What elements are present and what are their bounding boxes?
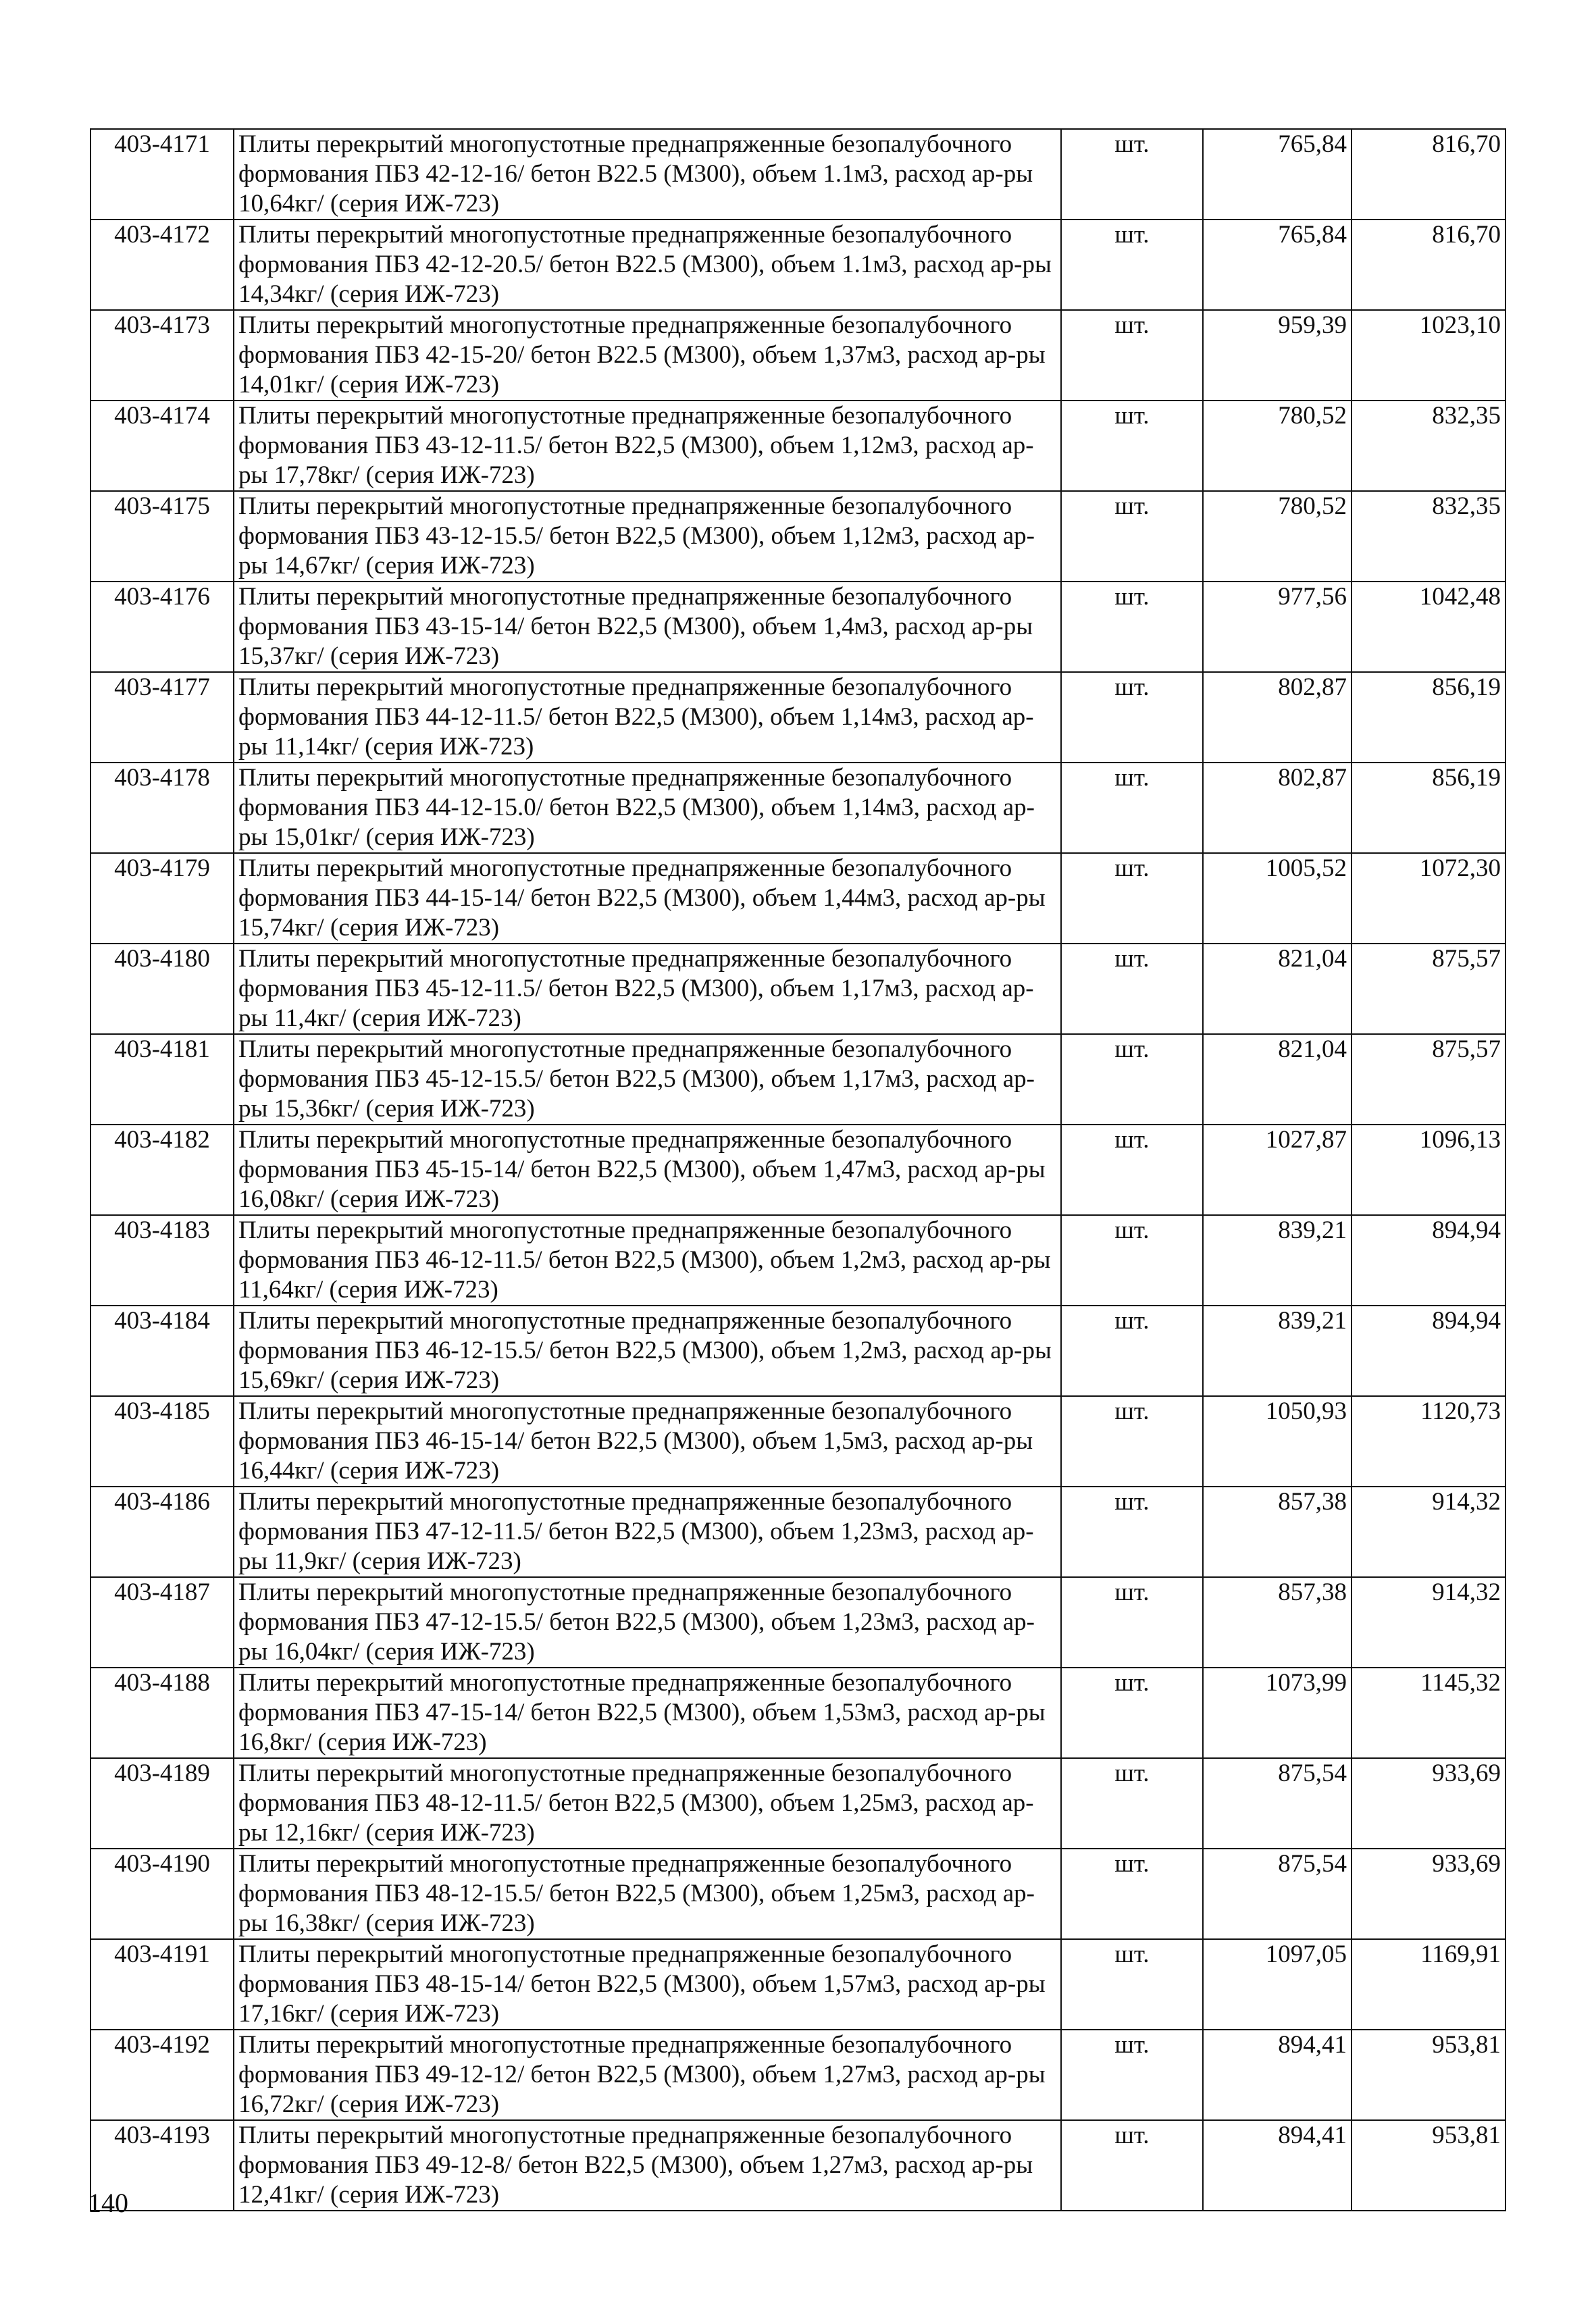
- item-code-cell: 403-4179: [91, 853, 234, 944]
- price-cell-2: 1145,32: [1352, 1668, 1505, 1758]
- unit-cell: шт.: [1061, 1939, 1203, 2030]
- price-cell-1: 802,87: [1203, 672, 1352, 763]
- item-code-cell: 403-4192: [91, 2030, 234, 2120]
- unit-cell: шт.: [1061, 1396, 1203, 1487]
- table-row: [91, 401, 1505, 491]
- unit-cell: шт.: [1061, 672, 1203, 763]
- item-code-cell: 403-4189: [91, 1758, 234, 1849]
- price-cell-1: 1097,05: [1203, 1939, 1352, 2030]
- price-table: [90, 128, 1506, 2211]
- item-code-cell: 403-4182: [91, 1125, 234, 1215]
- item-name-cell: Плиты перекрытий многопустотные преднапряженные безопалубочного формования ПБЗ 45-12-15.5/ бетон B22,5 (М300), объем 1,17м3, расход ар-ры 15,36кг/ (серия ИЖ-723): [234, 1034, 1061, 1125]
- price-cell-1: 894,41: [1203, 2120, 1352, 2211]
- item-name-cell: Плиты перекрытий многопустотные преднапряженные безопалубочного формования ПБЗ 45-12-11.5/ бетон B22,5 (М300), объем 1,17м3, расход ар-ры 11,4кг/ (серия ИЖ-723): [234, 944, 1061, 1034]
- price-cell-2: 933,69: [1352, 1758, 1505, 1849]
- table-row: [91, 582, 1505, 672]
- unit-cell: шт.: [1061, 944, 1203, 1034]
- item-code-cell: 403-4185: [91, 1396, 234, 1487]
- price-cell-2: 832,35: [1352, 401, 1505, 491]
- item-name-cell: Плиты перекрытий многопустотные преднапряженные безопалубочного формования ПБЗ 46-12-11.5/ бетон B22,5 (М300), объем 1,2м3, расход ар-ры 11,64кг/ (серия ИЖ-723): [234, 1215, 1061, 1306]
- price-cell-2: 875,57: [1352, 1034, 1505, 1125]
- unit-cell: шт.: [1061, 1668, 1203, 1758]
- unit-cell: шт.: [1061, 1577, 1203, 1668]
- unit-cell: шт.: [1061, 401, 1203, 491]
- price-cell-1: 857,38: [1203, 1577, 1352, 1668]
- unit-cell: шт.: [1061, 491, 1203, 582]
- table-row: [91, 672, 1505, 763]
- item-code-cell: 403-4178: [91, 763, 234, 853]
- price-cell-2: 1042,48: [1352, 582, 1505, 672]
- price-cell-2: 933,69: [1352, 1849, 1505, 1939]
- item-code-cell: 403-4191: [91, 1939, 234, 2030]
- unit-cell: шт.: [1061, 582, 1203, 672]
- price-cell-2: 816,70: [1352, 129, 1505, 220]
- unit-cell: шт.: [1061, 763, 1203, 853]
- price-cell-1: 977,56: [1203, 582, 1352, 672]
- price-cell-2: 816,70: [1352, 220, 1505, 310]
- price-cell-1: 765,84: [1203, 220, 1352, 310]
- unit-cell: шт.: [1061, 2120, 1203, 2211]
- price-cell-2: 914,32: [1352, 1487, 1505, 1577]
- item-code-cell: 403-4174: [91, 401, 234, 491]
- price-cell-2: 832,35: [1352, 491, 1505, 582]
- price-cell-2: 914,32: [1352, 1577, 1505, 1668]
- unit-cell: шт.: [1061, 1125, 1203, 1215]
- table-row: [91, 1396, 1505, 1487]
- price-cell-2: 875,57: [1352, 944, 1505, 1034]
- price-cell-1: 765,84: [1203, 129, 1352, 220]
- item-name-cell: Плиты перекрытий многопустотные преднапряженные безопалубочного формования ПБЗ 46-12-15.5/ бетон B22,5 (М300), объем 1,2м3, расход ар-ры 15,69кг/ (серия ИЖ-723): [234, 1306, 1061, 1396]
- price-cell-2: 1120,73: [1352, 1396, 1505, 1487]
- table-row: [91, 1306, 1505, 1396]
- unit-cell: шт.: [1061, 2030, 1203, 2120]
- item-code-cell: 403-4180: [91, 944, 234, 1034]
- price-cell-2: 1169,91: [1352, 1939, 1505, 2030]
- item-code-cell: 403-4187: [91, 1577, 234, 1668]
- table-row: [91, 1215, 1505, 1306]
- item-code-cell: 403-4172: [91, 220, 234, 310]
- table-row: [91, 1758, 1505, 1849]
- item-name-cell: Плиты перекрытий многопустотные преднапряженные безопалубочного формования ПБЗ 49-12-12/ бетон B22,5 (М300), объем 1,27м3, расход ар-ры 16,72кг/ (серия ИЖ-723): [234, 2030, 1061, 2120]
- price-table-body: [91, 129, 1505, 2211]
- unit-cell: шт.: [1061, 1849, 1203, 1939]
- item-name-cell: Плиты перекрытий многопустотные преднапряженные безопалубочного формования ПБЗ 43-15-14/ бетон B22,5 (М300), объем 1,4м3, расход ар-ры 15,37кг/ (серия ИЖ-723): [234, 582, 1061, 672]
- price-cell-2: 1096,13: [1352, 1125, 1505, 1215]
- unit-cell: шт.: [1061, 220, 1203, 310]
- price-cell-1: 1005,52: [1203, 853, 1352, 944]
- table-row: [91, 1668, 1505, 1758]
- table-row: [91, 310, 1505, 401]
- price-cell-1: 894,41: [1203, 2030, 1352, 2120]
- price-cell-2: 894,94: [1352, 1306, 1505, 1396]
- price-cell-1: 857,38: [1203, 1487, 1352, 1577]
- price-cell-2: 953,81: [1352, 2030, 1505, 2120]
- price-cell-1: 839,21: [1203, 1306, 1352, 1396]
- price-cell-1: 780,52: [1203, 401, 1352, 491]
- item-name-cell: Плиты перекрытий многопустотные преднапряженные безопалубочного формования ПБЗ 42-15-20/ бетон B22.5 (М300), объем 1,37м3, расход ар-ры 14,01кг/ (серия ИЖ-723): [234, 310, 1061, 401]
- table-row: [91, 1939, 1505, 2030]
- item-name-cell: Плиты перекрытий многопустотные преднапряженные безопалубочного формования ПБЗ 48-12-11.5/ бетон B22,5 (М300), объем 1,25м3, расход ар-ры 12,16кг/ (серия ИЖ-723): [234, 1758, 1061, 1849]
- table-row: [91, 1034, 1505, 1125]
- item-name-cell: Плиты перекрытий многопустотные преднапряженные безопалубочного формования ПБЗ 45-15-14/ бетон B22,5 (М300), объем 1,47м3, расход ар-ры 16,08кг/ (серия ИЖ-723): [234, 1125, 1061, 1215]
- price-cell-1: 1050,93: [1203, 1396, 1352, 1487]
- item-code-cell: 403-4184: [91, 1306, 234, 1396]
- item-name-cell: Плиты перекрытий многопустотные преднапряженные безопалубочного формования ПБЗ 44-12-15.0/ бетон B22,5 (М300), объем 1,14м3, расход ар-ры 15,01кг/ (серия ИЖ-723): [234, 763, 1061, 853]
- item-code-cell: 403-4181: [91, 1034, 234, 1125]
- unit-cell: шт.: [1061, 1758, 1203, 1849]
- item-code-cell: 403-4173: [91, 310, 234, 401]
- price-cell-2: 1072,30: [1352, 853, 1505, 944]
- table-row: [91, 1487, 1505, 1577]
- item-code-cell: 403-4190: [91, 1849, 234, 1939]
- table-row: [91, 763, 1505, 853]
- item-name-cell: Плиты перекрытий многопустотные преднапряженные безопалубочного формования ПБЗ 48-12-15.5/ бетон B22,5 (М300), объем 1,25м3, расход ар-ры 16,38кг/ (серия ИЖ-723): [234, 1849, 1061, 1939]
- unit-cell: шт.: [1061, 853, 1203, 944]
- price-cell-1: 821,04: [1203, 1034, 1352, 1125]
- item-name-cell: Плиты перекрытий многопустотные преднапряженные безопалубочного формования ПБЗ 42-12-20.5/ бетон B22.5 (М300), объем 1.1м3, расход ар-ры 14,34кг/ (серия ИЖ-723): [234, 220, 1061, 310]
- table-row: [91, 1849, 1505, 1939]
- item-code-cell: 403-4171: [91, 129, 234, 220]
- item-code-cell: 403-4186: [91, 1487, 234, 1577]
- item-name-cell: Плиты перекрытий многопустотные преднапряженные безопалубочного формования ПБЗ 43-12-15.5/ бетон B22,5 (М300), объем 1,12м3, расход ар-ры 14,67кг/ (серия ИЖ-723): [234, 491, 1061, 582]
- item-name-cell: Плиты перекрытий многопустотные преднапряженные безопалубочного формования ПБЗ 43-12-11.5/ бетон B22,5 (М300), объем 1,12м3, расход ар-ры 17,78кг/ (серия ИЖ-723): [234, 401, 1061, 491]
- table-row: [91, 220, 1505, 310]
- table-row: [91, 129, 1505, 220]
- item-name-cell: Плиты перекрытий многопустотные преднапряженные безопалубочного формования ПБЗ 49-12-8/ бетон B22,5 (М300), объем 1,27м3, расход ар-ры 12,41кг/ (серия ИЖ-723): [234, 2120, 1061, 2211]
- price-cell-2: 856,19: [1352, 672, 1505, 763]
- item-name-cell: Плиты перекрытий многопустотные преднапряженные безопалубочного формования ПБЗ 44-12-11.5/ бетон B22,5 (М300), объем 1,14м3, расход ар-ры 11,14кг/ (серия ИЖ-723): [234, 672, 1061, 763]
- price-cell-1: 780,52: [1203, 491, 1352, 582]
- price-cell-2: 1023,10: [1352, 310, 1505, 401]
- unit-cell: шт.: [1061, 129, 1203, 220]
- item-name-cell: Плиты перекрытий многопустотные преднапряженные безопалубочного формования ПБЗ 42-12-16/ бетон B22.5 (М300), объем 1.1м3, расход ар-ры 10,64кг/ (серия ИЖ-723): [234, 129, 1061, 220]
- unit-cell: шт.: [1061, 1034, 1203, 1125]
- table-row: [91, 1125, 1505, 1215]
- price-cell-1: 802,87: [1203, 763, 1352, 853]
- item-code-cell: 403-4183: [91, 1215, 234, 1306]
- table-row: [91, 853, 1505, 944]
- item-name-cell: Плиты перекрытий многопустотные преднапряженные безопалубочного формования ПБЗ 47-12-15.5/ бетон B22,5 (М300), объем 1,23м3, расход ар-ры 16,04кг/ (серия ИЖ-723): [234, 1577, 1061, 1668]
- unit-cell: шт.: [1061, 1306, 1203, 1396]
- price-cell-2: 953,81: [1352, 2120, 1505, 2211]
- price-cell-1: 875,54: [1203, 1758, 1352, 1849]
- item-name-cell: Плиты перекрытий многопустотные преднапряженные безопалубочного формования ПБЗ 44-15-14/ бетон B22,5 (М300), объем 1,44м3, расход ар-ры 15,74кг/ (серия ИЖ-723): [234, 853, 1061, 944]
- item-code-cell: 403-4188: [91, 1668, 234, 1758]
- table-row: [91, 491, 1505, 582]
- table-row: [91, 2120, 1505, 2211]
- item-name-cell: Плиты перекрытий многопустотные преднапряженные безопалубочного формования ПБЗ 47-15-14/ бетон B22,5 (М300), объем 1,53м3, расход ар-ры 16,8кг/ (серия ИЖ-723): [234, 1668, 1061, 1758]
- table-row: [91, 944, 1505, 1034]
- unit-cell: шт.: [1061, 310, 1203, 401]
- price-cell-1: 875,54: [1203, 1849, 1352, 1939]
- item-name-cell: Плиты перекрытий многопустотные преднапряженные безопалубочного формования ПБЗ 46-15-14/ бетон B22,5 (М300), объем 1,5м3, расход ар-ры 16,44кг/ (серия ИЖ-723): [234, 1396, 1061, 1487]
- item-name-cell: Плиты перекрытий многопустотные преднапряженные безопалубочного формования ПБЗ 47-12-11.5/ бетон B22,5 (М300), объем 1,23м3, расход ар-ры 11,9кг/ (серия ИЖ-723): [234, 1487, 1061, 1577]
- page-number: 140: [88, 2188, 128, 2218]
- unit-cell: шт.: [1061, 1215, 1203, 1306]
- price-cell-1: 1073,99: [1203, 1668, 1352, 1758]
- table-row: [91, 1577, 1505, 1668]
- item-code-cell: 403-4175: [91, 491, 234, 582]
- unit-cell: шт.: [1061, 1487, 1203, 1577]
- item-code-cell: 403-4176: [91, 582, 234, 672]
- table-row: [91, 2030, 1505, 2120]
- price-cell-2: 856,19: [1352, 763, 1505, 853]
- price-cell-1: 959,39: [1203, 310, 1352, 401]
- price-cell-1: 1027,87: [1203, 1125, 1352, 1215]
- item-code-cell: 403-4193: [91, 2120, 234, 2211]
- item-name-cell: Плиты перекрытий многопустотные преднапряженные безопалубочного формования ПБЗ 48-15-14/ бетон B22,5 (М300), объем 1,57м3, расход ар-ры 17,16кг/ (серия ИЖ-723): [234, 1939, 1061, 2030]
- price-cell-2: 894,94: [1352, 1215, 1505, 1306]
- price-cell-1: 821,04: [1203, 944, 1352, 1034]
- price-cell-1: 839,21: [1203, 1215, 1352, 1306]
- item-code-cell: 403-4177: [91, 672, 234, 763]
